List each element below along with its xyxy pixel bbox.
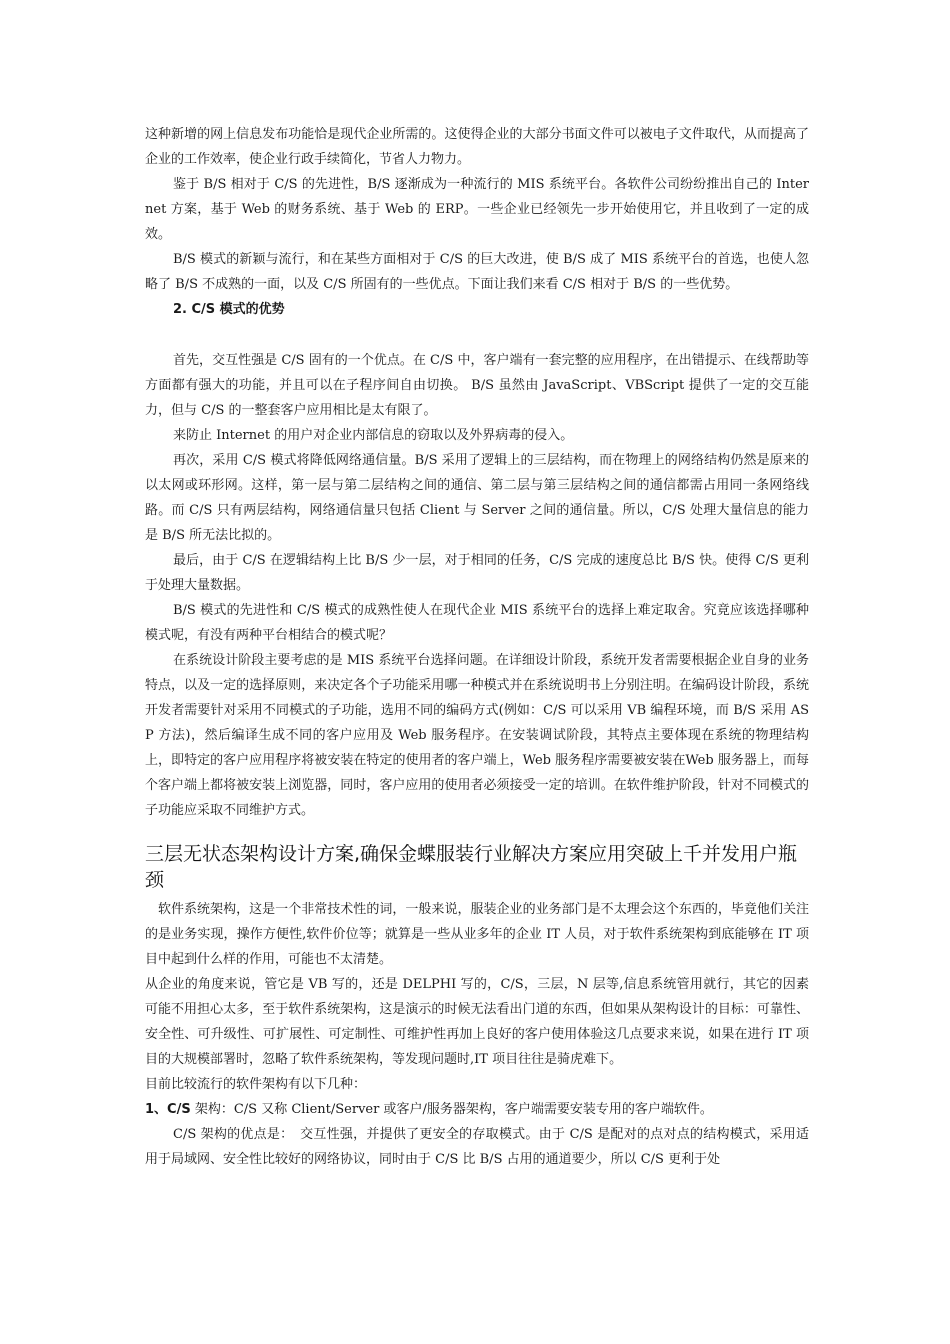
paragraph: C/S 架构的优点是： 交互性强，并提供了更安全的存取模式。由于 C/S 是配对的点对点的结构模式，采用适用于局域网、安全性比较好的网络协议，同时由于 C/S 比 B/S 占用的通道要少，所以 C/S 更利于处: [145, 1127, 809, 1167]
subheading: 2. C/S 模式的优势: [173, 302, 285, 317]
paragraph: 这种新增的网上信息发布功能恰是现代企业所需的。这使得企业的大部分书面文件可以被电子文件取代，从而提高了企业的工作效率，使企业行政手续简化，节省人力物力。: [145, 127, 809, 167]
list-item: [145, 1097, 809, 1122]
list-item-text: 架构：C/S 又称 Client/Server 或客户/服务器架构，客户端需要安装专用的客户端软件。: [190, 1102, 713, 1117]
list-item-prefix: 1、C/S: [145, 1102, 191, 1117]
document-page: [145, 122, 809, 1172]
paragraph: 来防止 Internet 的用户对企业内部信息的窃取以及外界病毒的侵入。: [173, 428, 574, 443]
blank-line: [145, 322, 809, 348]
paragraph: 从企业的角度来说，管它是 VB 写的，还是 DELPHI 写的，C/S，三层，N 层等,信息系统管用就行，其它的因素可能不用担心太多，至于软件系统架构，这是演示的时候无法看出门道的东西，但如果从架构设计的目标：可靠性、安全性、可升级性、可扩展性、可定制性、可维护性再加上良好的客户使用体验这几点要求来说，如果在进行 IT 项目的大规模部署时，忽略了软件系统架构，等发现问题时,IT 项目往往是骑虎难下。: [145, 977, 809, 1067]
paragraph: 再次，采用 C/S 模式将降低网络通信量。B/S 采用了逻辑上的三层结构，而在物理上的网络结构仍然是原来的以太网或环形网。这样，第一层与第二层结构之间的通信、第二层与第三层结构之间的通信都需占用同一条网络线路。而 C/S 只有两层结构，网络通信量只包括 Client 与 Server 之间的通信量。所以，C/S 处理大量信息的能力是 B/S 所无法比拟的。: [145, 453, 809, 543]
paragraph: B/S 模式的先进性和 C/S 模式的成熟性使人在现代企业 MIS 系统平台的选择上难定取舍。究竟应该选择哪种模式呢，有没有两种平台相结合的模式呢？: [145, 603, 809, 643]
paragraph: 首先，交互性强是 C/S 固有的一个优点。在 C/S 中，客户端有一套完整的应用程序，在出错提示、在线帮助等方面都有强大的功能，并且可以在子程序间自由切换。 B/S 虽然由 JavaScript、VBScript 提供了一定的交互能力，但与 C/S 的一整套客户应用相比是太有限了。: [145, 353, 809, 418]
section-title: 三层无状态架构设计方案,确保金蝶服装行业解决方案应用突破上千并发用户瓶颈: [145, 843, 798, 891]
paragraph: B/S 模式的新颖与流行，和在某些方面相对于 C/S 的巨大改进，使 B/S 成了 MIS 系统平台的首选，也使人忽略了 B/S 不成熟的一面，以及 C/S 所固有的一些优点。下面让我们来看 C/S 相对于 B/S 的一些优势。: [145, 252, 809, 292]
paragraph: 最后，由于 C/S 在逻辑结构上比 B/S 少一层，对于相同的任务，C/S 完成的速度总比 B/S 快。使得 C/S 更利于处理大量数据。: [145, 553, 809, 593]
paragraph: 鉴于 B/S 相对于 C/S 的先进性，B/S 逐渐成为一种流行的 MIS 系统平台。各软件公司纷纷推出自己的 Internet 方案，基于 Web 的财务系统、基于 Web 的 ERP。一些企业已经领先一步开始使用它，并且收到了一定的成效。: [145, 177, 809, 242]
paragraph: 在系统设计阶段主要考虑的是 MIS 系统平台选择问题。在详细设计阶段，系统开发者需要根据企业自身的业务特点，以及一定的选择原则，来决定各个子功能采用哪一种模式并在系统说明书上分别注明。在编码设计阶段，系统开发者需要针对采用不同模式的子功能，选用不同的编码方式(例如：C/S 可以采用 VB 编程环境，而 B/S 采用 ASP 方法)，然后编译生成不同的客户应用及 Web 服务程序。在安装调试阶段，其特点主要体现在系统的物理结构上，即特定的客户应用程序将被安装在特定的使用者的客户端上，Web 服务程序需要被安装在Web 服务器上，而每个客户端上都将被安装上浏览器，同时，客户应用的使用者必须接受一定的培训。在软件维护阶段，针对不同模式的子功能应采取不同维护方式。: [145, 653, 809, 818]
paragraph: 软件系统架构，这是一个非常技术性的词，一般来说，服装企业的业务部门是不太理会这个东西的，毕竟他们关注的是业务实现，操作方便性,软件价位等；就算是一些从业多年的企业 IT 人员，对于软件系统架构到底能够在 IT 项目中起到什么样的作用，可能也不太清楚。: [145, 902, 809, 967]
paragraph: 目前比较流行的软件架构有以下几种：: [145, 1077, 367, 1092]
